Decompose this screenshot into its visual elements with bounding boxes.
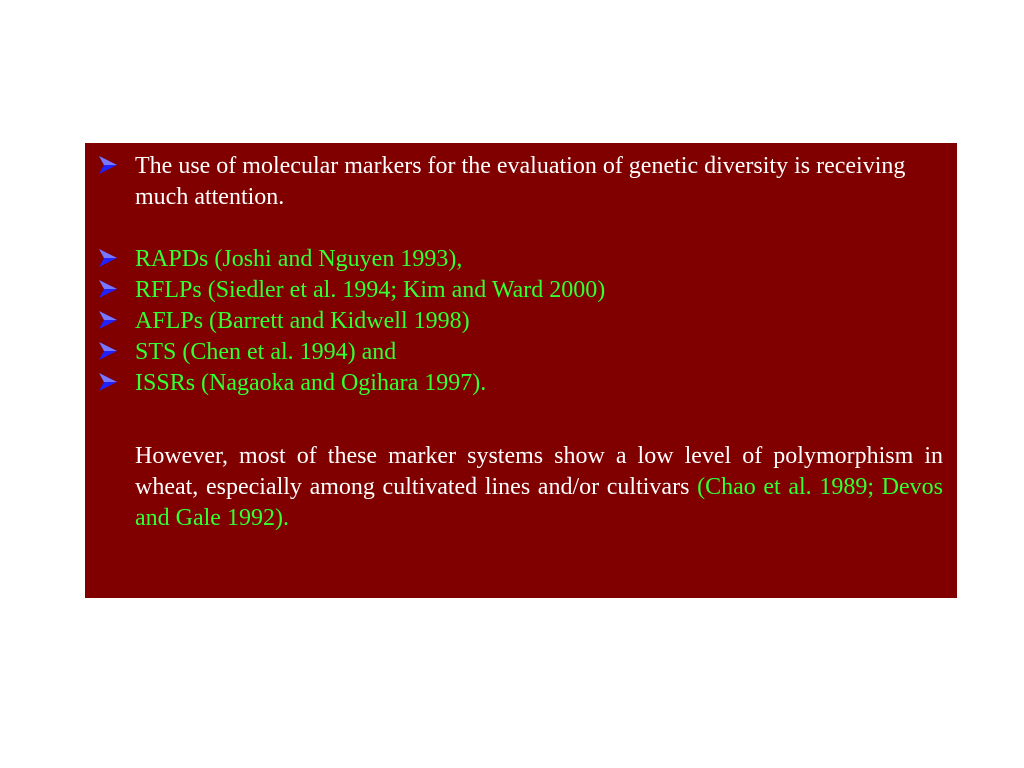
intro-bullet bbox=[85, 151, 957, 213]
spacer bbox=[85, 399, 957, 441]
intro-text: The use of molecular markers for the evaluation of genetic diversity is receiving much attention. bbox=[135, 153, 906, 210]
marker-item bbox=[85, 275, 957, 306]
conclusion-text: However, most of these marker systems show a low level of polymorphism in wheat, especially among cultivated lines and/or cultivars bbox=[135, 443, 943, 500]
arrow-bullet-icon bbox=[97, 154, 119, 176]
arrow-bullet-icon bbox=[97, 278, 119, 300]
conclusion-paragraph bbox=[85, 441, 957, 534]
marker-item bbox=[85, 368, 957, 399]
marker-label: RAPDs (Joshi and Nguyen 1993), bbox=[135, 246, 463, 272]
arrow-bullet-icon bbox=[97, 247, 119, 269]
marker-item bbox=[85, 337, 957, 368]
arrow-bullet-icon bbox=[97, 340, 119, 362]
content-panel bbox=[85, 143, 957, 598]
marker-item bbox=[85, 244, 957, 275]
spacer bbox=[85, 213, 957, 244]
marker-item bbox=[85, 306, 957, 337]
content-body bbox=[85, 151, 957, 534]
marker-label: RFLPs (Siedler et al. 1994; Kim and Ward 2000) bbox=[135, 277, 606, 303]
marker-label: STS (Chen et al. 1994) and bbox=[135, 339, 397, 365]
marker-label: AFLPs (Barrett and Kidwell 1998) bbox=[135, 308, 470, 334]
arrow-bullet-icon bbox=[97, 371, 119, 393]
arrow-bullet-icon bbox=[97, 309, 119, 331]
marker-label: ISSRs (Nagaoka and Ogihara 1997). bbox=[135, 370, 487, 396]
conclusion-citation: (Chao et al. 1989; Devos and Gale 1992). bbox=[135, 474, 943, 531]
